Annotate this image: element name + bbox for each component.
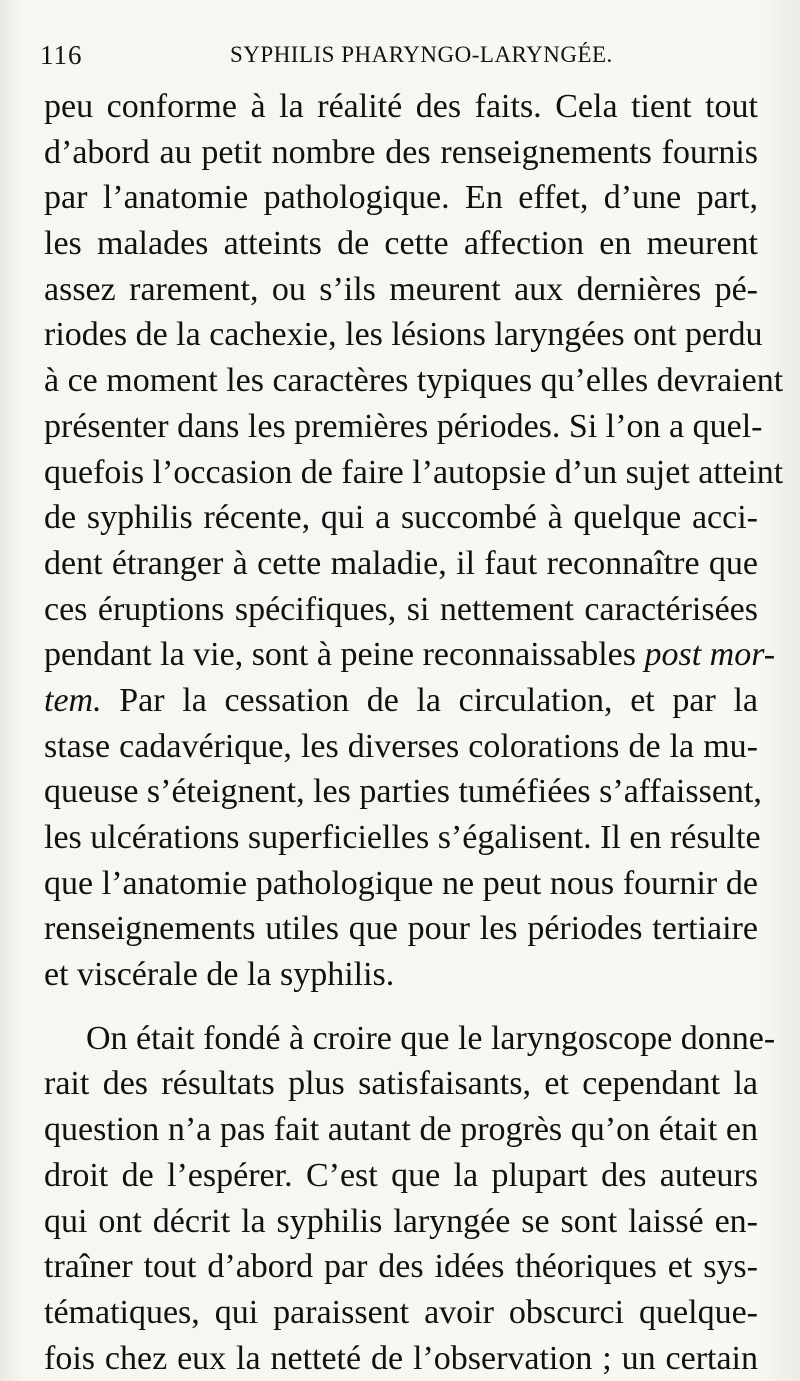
text-segment: pendant la vie, sont à peine reconnaissables [44, 636, 636, 674]
text-line: et viscérale de la syphilis. [44, 956, 395, 994]
text-line: tématiques, qui paraissent avoir obscurci quelque- [44, 1293, 758, 1331]
text-line: quefois l’occasion de faire l’autopsie d’un sujet atteint [44, 453, 784, 491]
text-line: assez rarement, ou s’ils meurent aux dernières pé- [44, 270, 758, 308]
text-line: droit de l’espérer. C’est que la plupart des auteurs [44, 1156, 758, 1194]
running-title: SYPHILIS PHARYNGO-LARYNGÉE. [230, 42, 613, 67]
text-line: rait des résultats plus satisfaisants, et cependant la [44, 1065, 758, 1103]
text-line: question n’a pas fait autant de progrès qu’on était en [44, 1111, 758, 1149]
text-line: dent étranger à cette maladie, il faut reconnaître que [44, 544, 758, 582]
text-line: présenter dans les premières périodes. Si l’on a quel- [44, 407, 763, 445]
page-number: 116 [40, 40, 83, 70]
text-line: ces éruptions spécifiques, si nettement caractérisées [44, 590, 758, 628]
text-line: peu conforme à la réalité des faits. Cela tient tout [44, 88, 758, 125]
text-segment: Par la cessation de la circulation, et par la [119, 681, 759, 719]
page-header [40, 40, 780, 72]
text-line-with-italic [44, 632, 776, 678]
italic-phrase: post mor- [644, 636, 776, 674]
text-line: à ce moment les caractères typiques qu’elles devraient [44, 362, 784, 400]
text-line: qui ont décrit la syphilis laryngée se sont laissé en- [44, 1202, 758, 1240]
text-line: que l’anatomie pathologique ne peut nous fournir de [44, 864, 758, 902]
text-line-with-italic [44, 678, 758, 724]
text-line: riodes de la cachexie, les lésions laryngées ont perdu [44, 316, 763, 354]
text-line: par l’anatomie pathologique. En effet, d’une part, [44, 179, 758, 217]
body-text [44, 84, 784, 1381]
paragraph-2 [44, 1016, 776, 1381]
text-line: renseignements utiles que pour les périodes tertiaire [44, 910, 758, 948]
text-line: On était fondé à croire que le laryngoscope donne- [86, 1019, 776, 1057]
text-line: stase cadavérique, les diverses colorations de la mu- [44, 727, 758, 765]
italic-phrase: tem. [44, 681, 102, 719]
text-line: d’abord au petit nombre des renseignements fournis [44, 133, 758, 171]
text-line: de syphilis récente, qui a succombé à quelque acci- [44, 499, 758, 537]
text-line: queuse s’éteignent, les parties tuméfiées s’affaissent, [44, 773, 762, 811]
text-line: fois chez eux la netteté de l’observation ; un certain [44, 1339, 758, 1377]
text-line: traîner tout d’abord par des idées théoriques et sys- [44, 1248, 758, 1286]
paragraph-1 [44, 84, 784, 998]
paragraph-gap [44, 998, 758, 1016]
text-line: les ulcérations superficielles s’égalisent. Il en résulte [44, 819, 761, 856]
text-line: les malades atteints de cette affection en meurent [44, 225, 758, 263]
